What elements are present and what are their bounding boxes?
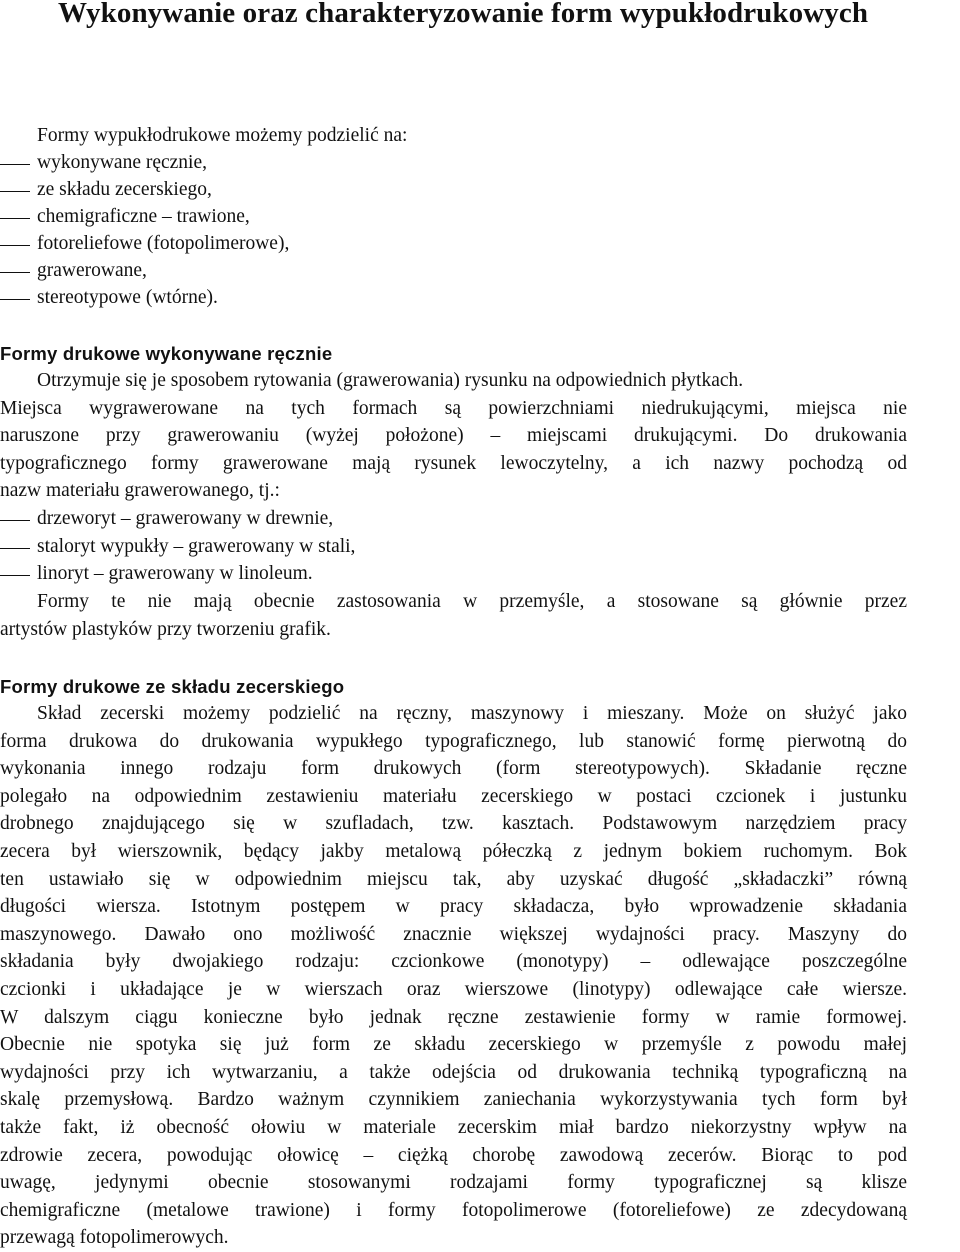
dash-bullet: [0, 191, 30, 192]
list-item: wykonywane ręcznie,: [37, 151, 207, 175]
paragraph-line: nazw materiału grawerowanego, tj.:: [0, 480, 280, 501]
dash-bullet: [0, 548, 30, 549]
dash-bullet: [0, 272, 30, 273]
list-item: fotoreliefowe (fotopolimerowe),: [37, 232, 289, 256]
paragraph-line: czcionki i układające je w wierszach oraz wierszowe (linotypy) odlewające całe wiersze.: [0, 979, 907, 1000]
paragraph-line: forma drukowa do drukowania wypukłego typograficznego, lub stanowić formę pierwotną do: [0, 731, 907, 752]
paragraph-line: ten ustawiało się w odpowiednim miejscu tak, aby uzyskać długość „składaczki” równą: [0, 869, 907, 890]
paragraph-line: zecera był wierszownik, będący jakby metalową półeczką z jednym bokiem ruchomym. Bok: [0, 841, 907, 862]
dash-bullet: [0, 245, 30, 246]
dash-bullet: [0, 575, 30, 576]
paragraph-line: artystów plastyków przy tworzeniu grafik.: [0, 619, 331, 640]
paragraph-line: W dalszym ciągu konieczne było jednak ręczne zestawienie formy w ramie formowej.: [0, 1007, 907, 1028]
section-heading: Formy drukowe ze składu zecerskiego: [0, 676, 345, 697]
page-title: Wykonywanie oraz charakteryzowanie form wypukłodrukowych: [58, 0, 869, 29]
paragraph-line: Otrzymuje się je sposobem rytowania (grawerowania) rysunku na odpowiednich płytkach.: [37, 370, 744, 391]
paragraph-line: składania były dwojakiego rodzaju: czcionkowe (monotypy) – odlewające poszczególne: [0, 951, 907, 972]
paragraph-line: Skład zecerski możemy podzielić na ręczny, maszynowy i mieszany. Może on służyć jako: [37, 703, 907, 724]
dash-bullet: [0, 299, 30, 300]
dash-bullet: [0, 164, 30, 165]
paragraph-line: przewagą fotopolimerowych.: [0, 1227, 229, 1248]
paragraph-line: skalę przemysłową. Bardzo ważnym czynnikiem zaniechania wykorzystywania tych form był: [0, 1089, 907, 1110]
list-item: chemigraficzne – trawione,: [37, 205, 250, 229]
section-heading: Formy drukowe wykonywane ręcznie: [0, 343, 333, 364]
paragraph-line: uwagę, jedynymi obecnie stosowanymi rodzajami formy typograficznej są klisze: [0, 1172, 907, 1193]
dash-bullet: [0, 218, 30, 219]
list-item: ze składu zecerskiego,: [37, 178, 212, 202]
paragraph-line: maszynowego. Dawało ono możliwość znacznie większej wydajności pracy. Maszyny do: [0, 924, 907, 945]
paragraph-line: także fakt, iż obecność ołowiu w materiale zecerskim miał bardzo niekorzystny wpływ na: [0, 1117, 907, 1138]
paragraph-line: chemigraficzne (metalowe trawione) i formy fotopolimerowe (fotoreliefowe) ze zdecydowaną: [0, 1200, 907, 1221]
paragraph-line: Obecnie nie spotyka się już form ze składu zecerskiego w przemyśle z powodu małej: [0, 1034, 907, 1055]
paragraph-line: typograficznego formy grawerowane mają rysunek lewoczytelny, a ich nazwy pochodzą od: [0, 453, 907, 474]
paragraph-line: wydajności przy ich wytwarzaniu, a także odejścia od drukowania techniką typograficzną na: [0, 1062, 907, 1083]
paragraph-line: zdrowie zecera, powodując ołowicę – ciężką chorobę zawodową zecerów. Biorąc to pod: [0, 1145, 907, 1166]
paragraph-line: długości wiersza. Istotnym postępem w pracy składacza, było wprowadzenie składania: [0, 896, 907, 917]
paragraph-line: naruszone przy grawerowaniu (wyżej położone) – miejscami drukującymi. Do drukowania: [0, 425, 907, 446]
dash-bullet: [0, 520, 30, 521]
list-item: stereotypowe (wtórne).: [37, 286, 218, 310]
list-item: grawerowane,: [37, 259, 147, 283]
paragraph-line: Miejsca wygrawerowane na tych formach są powierzchniami niedrukującymi, miejsca nie: [0, 398, 907, 419]
list-item: linoryt – grawerowany w linoleum.: [37, 562, 313, 586]
paragraph-line: polegało na odpowiednim zestawieniu materiału zecerskiego w postaci czcionek i justunku: [0, 786, 907, 807]
paragraph-line: drobnego znajdującego się w szufladach, tzw. kasztach. Podstawowym narzędziem pracy: [0, 813, 907, 834]
paragraph-line: Formy te nie mają obecnie zastosowania w przemyśle, a stosowane są głównie przez: [37, 591, 907, 612]
list-item: staloryt wypukły – grawerowany w stali,: [37, 535, 355, 559]
list-item: drzeworyt – grawerowany w drewnie,: [37, 507, 333, 531]
intro-text: Formy wypukłodrukowe możemy podzielić na:: [37, 125, 408, 146]
paragraph-line: wykonania innego rodzaju form drukowych (form stereotypowych). Składanie ręczne: [0, 758, 907, 779]
